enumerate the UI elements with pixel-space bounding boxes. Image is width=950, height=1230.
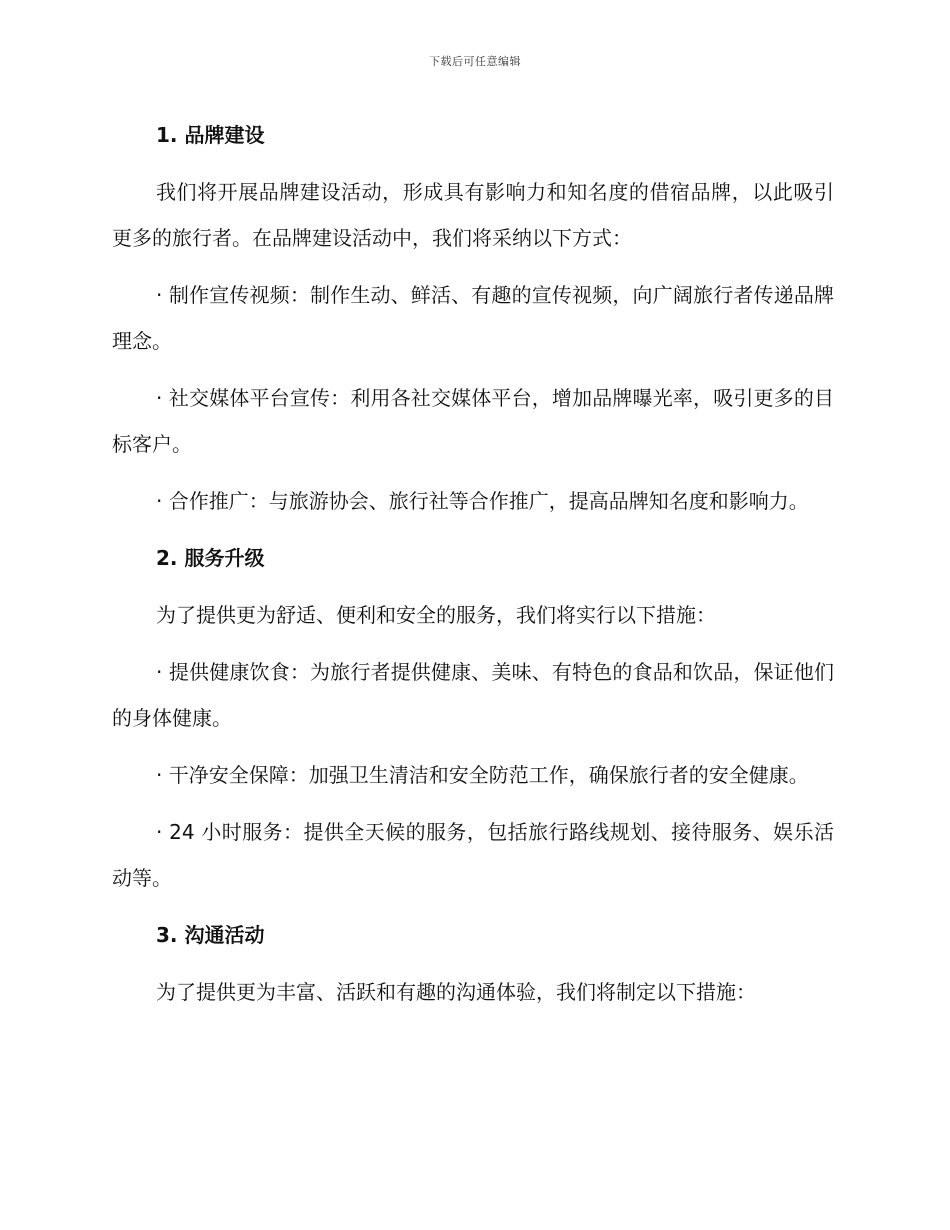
bullet-paragraph: · 合作推广：与旅游协会、旅行社等合作推广，提高品牌知名度和影响力。 bbox=[156, 489, 809, 513]
page-header-note: 下载后可任意编辑 bbox=[429, 55, 521, 68]
paragraph: 我们将开展品牌建设活动，形成具有影响力和知名度的借宿品牌，以此吸引更多的旅行者。在品牌建设活动中，我们将采纳以下方式： bbox=[112, 180, 834, 250]
bullet-paragraph: · 社交媒体平台宣传：利用各社交媒体平台，增加品牌曝光率，吸引更多的目标客户。 bbox=[112, 386, 834, 456]
section-heading: 2. 服务升级 bbox=[156, 546, 265, 570]
bullet-paragraph: · 干净安全保障：加强卫生清洁和安全防范工作，确保旅行者的安全健康。 bbox=[156, 763, 809, 787]
bullet-paragraph: · 24 小时服务：提供全天候的服务，包括旅行路线规划、接待服务、娱乐活动等。 bbox=[112, 820, 834, 890]
paragraph: 为了提供更为丰富、活跃和有趣的沟通体验，我们将制定以下措施： bbox=[156, 980, 756, 1004]
document-body bbox=[112, 112, 834, 1026]
section-heading: 3. 沟通活动 bbox=[156, 923, 265, 947]
paragraph: 为了提供更为舒适、便利和安全的服务，我们将实行以下措施： bbox=[156, 603, 716, 627]
bullet-paragraph: · 提供健康饮食：为旅行者提供健康、美味、有特色的食品和饮品，保证他们的身体健康。 bbox=[112, 660, 834, 730]
section-heading: 1. 品牌建设 bbox=[156, 123, 265, 147]
bullet-paragraph: · 制作宣传视频：制作生动、鲜活、有趣的宣传视频，向广阔旅行者传递品牌理念。 bbox=[112, 283, 834, 353]
